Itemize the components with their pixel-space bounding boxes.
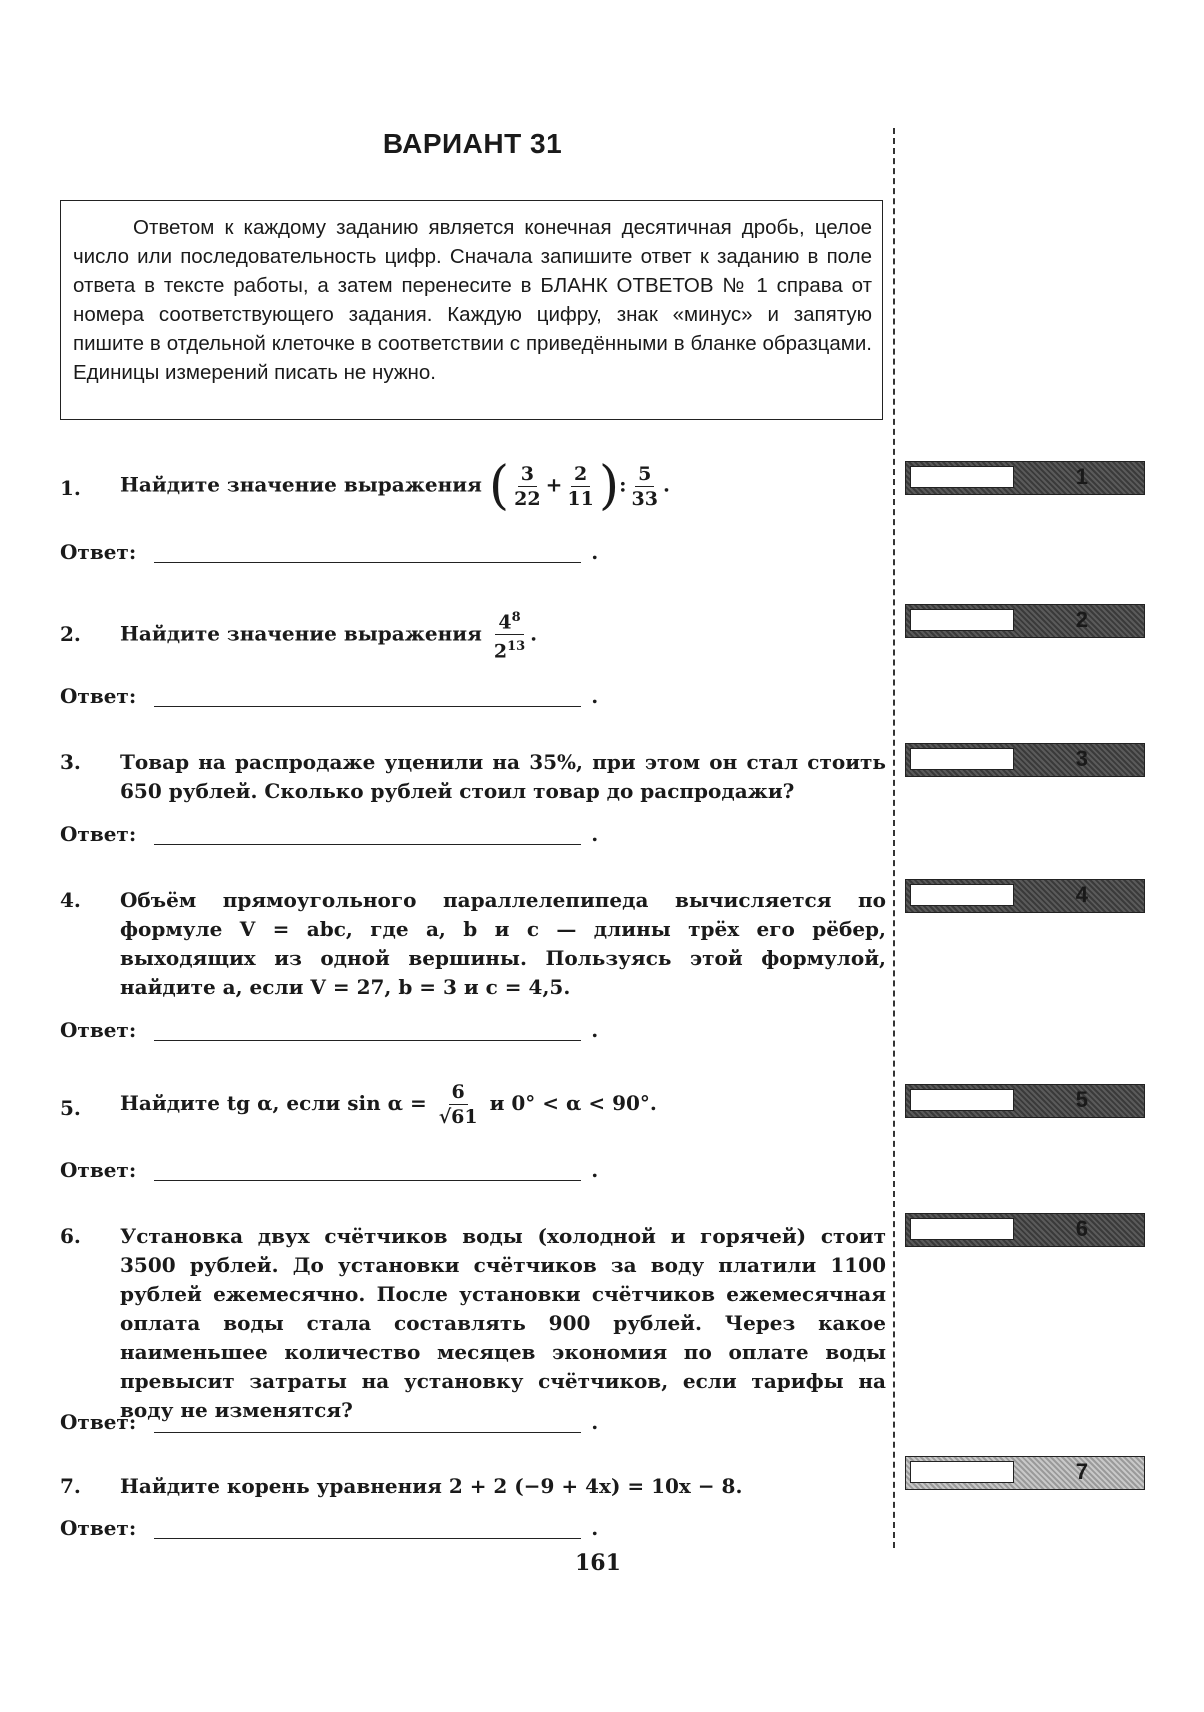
task-text: Товар на распродаже уценили на 35%, при этом он стал стоить 650 рублей. Сколько рублей стоил товар до распродажи? xyxy=(120,750,886,803)
denominator: $2^{13}$ xyxy=(493,639,526,663)
task-2 xyxy=(60,606,886,666)
box-label: 2 xyxy=(1075,607,1088,632)
answer-cell[interactable] xyxy=(910,609,1014,631)
cut-line xyxy=(893,128,895,1548)
answer-label: Ответ: xyxy=(60,1516,137,1540)
numerator: 3 xyxy=(518,462,537,487)
period: . xyxy=(530,621,538,646)
numerator: 2 xyxy=(571,462,590,487)
task-5 xyxy=(60,1080,886,1140)
task-text xyxy=(120,1080,886,1129)
answer-label: Ответ: xyxy=(60,684,137,708)
answer-label: Ответ: xyxy=(60,1158,137,1182)
answer-cell[interactable] xyxy=(910,884,1014,906)
answer-row: Ответ: . xyxy=(60,540,599,564)
answer-row: Ответ: . xyxy=(60,822,599,846)
page-title: ВАРИАНТ 31 xyxy=(382,128,563,159)
task-text-label: Найдите значение выражения xyxy=(120,621,482,646)
answer-field[interactable] xyxy=(154,686,581,707)
task-3 xyxy=(60,748,886,808)
fraction xyxy=(511,462,543,511)
answer-row: Ответ: . xyxy=(60,1018,599,1042)
denominator: 33 xyxy=(631,487,658,510)
period: . xyxy=(662,472,670,497)
task-text: Объём прямоугольного параллелепипеда вычисляется по формуле V = abc, где a, b и c — длины трёх его рёбер, выходящих из одной вершины. Пользуясь этой формулой, найдите a, если V = 27, b = 3 и c = 4,5. xyxy=(120,888,886,999)
fraction xyxy=(491,606,528,664)
answer-row: Ответ: . xyxy=(60,1410,599,1434)
answer-field[interactable] xyxy=(154,1020,581,1041)
box-label: 3 xyxy=(1075,746,1088,771)
plus-sign: + xyxy=(545,472,563,497)
task-text-label: Найдите tg α, если sin α = xyxy=(120,1091,427,1115)
answer-row: Ответ: . xyxy=(60,684,599,708)
answer-row: Ответ: . xyxy=(60,1158,599,1182)
box-label: 1 xyxy=(1075,464,1088,489)
task-number: 3. xyxy=(60,750,81,774)
answer-cell[interactable] xyxy=(910,1218,1014,1240)
task-text-tail: и 0° < α < 90°. xyxy=(489,1091,657,1115)
answer-label: Ответ: xyxy=(60,822,137,846)
answer-cell[interactable] xyxy=(910,466,1014,488)
answer-cell[interactable] xyxy=(910,1089,1014,1111)
answer-box-5 xyxy=(905,1084,1145,1118)
numerator: 6 xyxy=(449,1080,468,1105)
task-number: 2. xyxy=(60,622,81,646)
denominator: 22 xyxy=(514,487,541,510)
answer-cell[interactable] xyxy=(910,748,1014,770)
answer-field[interactable] xyxy=(154,1160,581,1181)
answer-field[interactable] xyxy=(154,542,581,563)
denominator: 11 xyxy=(567,487,594,510)
task-text-label: Найдите значение выражения xyxy=(120,472,482,497)
paren-open: ( xyxy=(488,456,510,516)
box-label: 6 xyxy=(1075,1216,1088,1241)
page-number: 161 xyxy=(575,1550,621,1576)
box-label: 4 xyxy=(1075,882,1088,907)
answer-row: Ответ: . xyxy=(60,1516,599,1540)
answer-label: Ответ: xyxy=(60,1018,137,1042)
answer-field[interactable] xyxy=(154,824,581,845)
task-number: 5. xyxy=(60,1096,81,1120)
answer-box-7 xyxy=(905,1456,1145,1490)
task-1 xyxy=(60,456,886,520)
fraction xyxy=(436,1080,481,1129)
answer-label: Ответ: xyxy=(60,540,137,564)
task-text: Найдите корень уравнения 2 + 2 (−9 + 4x) = 10x − 8. xyxy=(120,1474,743,1498)
box-label: 7 xyxy=(1075,1459,1088,1484)
answer-box-2 xyxy=(905,604,1145,638)
answer-field[interactable] xyxy=(154,1518,581,1539)
colon-sign: : xyxy=(619,472,627,497)
answer-label: Ответ: xyxy=(60,1410,137,1434)
answer-box-1 xyxy=(905,461,1145,495)
answer-cell[interactable] xyxy=(910,1461,1014,1483)
task-text: Установка двух счётчиков воды (холодной и горячей) стоит 3500 рублей. До установки счётчиков за воду платили 1100 рублей ежемесячно. После установки счётчиков ежемесячная оплата воды стала составлять 900 рублей. Через какое наименьшее количество месяцев экономия по оплате воды превысит затраты на установку счётчиков, если тарифы на воду не изменятся? xyxy=(120,1224,886,1422)
task-number: 1. xyxy=(60,476,81,500)
fraction xyxy=(564,462,596,511)
task-4 xyxy=(60,886,886,1002)
box-label: 5 xyxy=(1075,1087,1088,1112)
task-number: 6. xyxy=(60,1224,81,1248)
task-number: 7. xyxy=(60,1474,81,1498)
instructions-box: Ответом к каждому заданию является конечная десятичная дробь, целое число или последовательность цифр. Сначала запишите ответ к заданию в поле ответа в тексте работы, а затем перенесите в БЛАНК ОТВЕТОВ № 1 справа от номера соответствующего задания. Каждую цифру, знак «минус» и запятую пишите в отдельной клеточке в соответствии с приведёнными в бланке образцами. Единицы измерений писать не нужно. xyxy=(60,200,883,420)
answer-box-6 xyxy=(905,1213,1145,1247)
answer-field[interactable] xyxy=(154,1412,581,1433)
denominator: √61 xyxy=(438,1106,478,1128)
task-text xyxy=(120,606,886,664)
answer-box-3 xyxy=(905,743,1145,777)
fraction xyxy=(629,462,661,511)
task-number: 4. xyxy=(60,888,81,912)
numerator: 5 xyxy=(635,462,654,487)
task-7 xyxy=(60,1472,886,1504)
numerator: $4^8$ xyxy=(495,606,523,635)
task-text xyxy=(120,456,886,516)
answer-box-4 xyxy=(905,879,1145,913)
paren-close: ) xyxy=(598,456,620,516)
